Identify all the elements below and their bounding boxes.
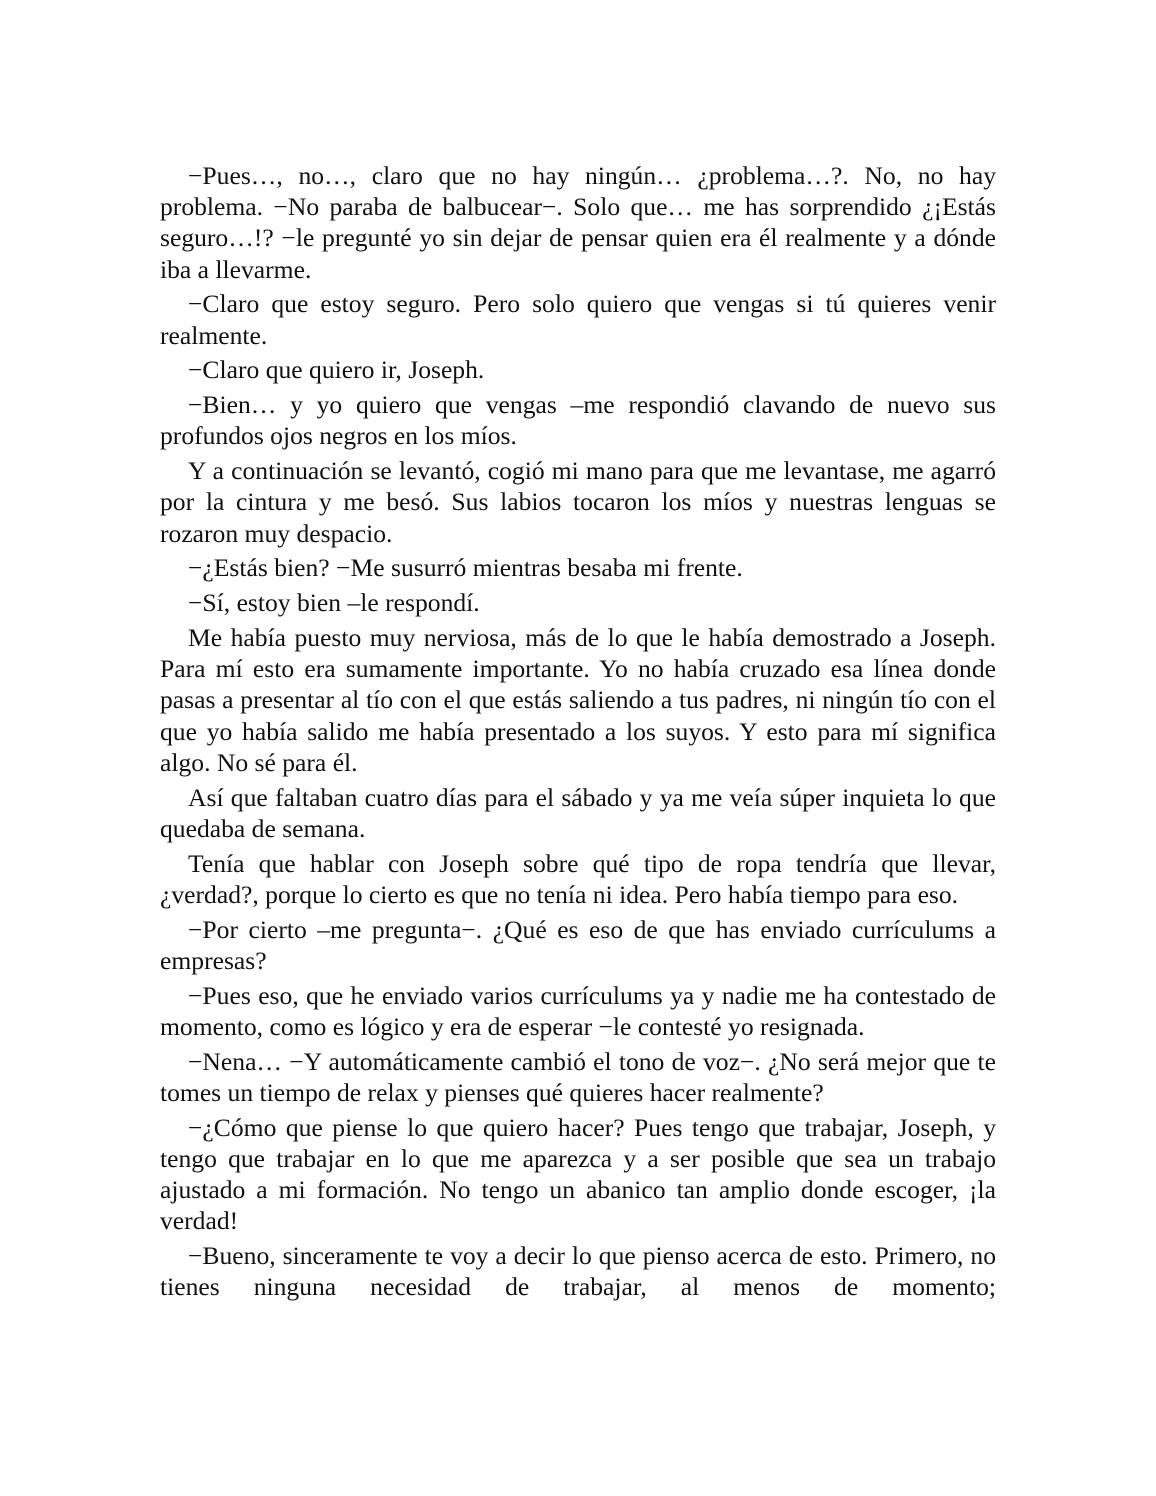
paragraph: −Claro que quiero ir, Joseph.	[188, 355, 485, 385]
paragraph: −¿Cómo que piense lo que quiero hacer? Pues tengo que trabajar, Joseph, y tengo que trabajar en lo que me aparezca y a ser posible que sea un trabajo ajustado a mi formación. No tengo un abanico tan amplio donde escoger, ¡la verdad!	[160, 1112, 996, 1236]
paragraph: −Claro que estoy seguro. Pero solo quiero que vengas si tú quieres venir realmente.	[160, 289, 996, 350]
paragraph: −Pues…, no…, claro que no hay ningún… ¿problema…?. No, no hay problema. −No paraba de balbucear−. Solo que… me has sorprendido ¿¡Estás seguro…!? −le pregunté yo sin dejar de pensar quien era él realmente y a dónde iba a llevarme.	[160, 161, 996, 284]
paragraph: −Nena… −Y automáticamente cambió el tono de voz−. ¿No será mejor que te tomes un tiempo de relax y pienses qué quieres hacer realmente?	[160, 1046, 996, 1107]
paragraph: −Pues eso, que he enviado varios currículums ya y nadie me ha contestado de momento, como es lógico y era de esperar −le contesté yo resignada.	[160, 980, 996, 1041]
paragraph: Así que faltaban cuatro días para el sábado y ya me veía súper inquieta lo que quedaba de semana.	[160, 782, 996, 843]
paragraph: −Bien… y yo quiero que vengas –me respondió clavando de nuevo sus profundos ojos negros en los míos.	[160, 390, 996, 451]
paragraph: Me había puesto muy nerviosa, más de lo que le había demostrado a Joseph. Para mí esto era sumamente importante. Yo no había cruzado esa línea donde pasas a presentar al tío con el que estás saliendo a tus padres, ni ningún tío con el que yo había salido me había presentado a los suyos. Y esto para mí significa algo. No sé para él.	[160, 623, 996, 777]
page-body	[160, 160, 996, 1306]
paragraph: Tenía que hablar con Joseph sobre qué tipo de ropa tendría que llevar, ¿verdad?, porque lo cierto es que no tenía ni idea. Pero había tiempo para eso.	[160, 848, 996, 909]
paragraph: −¿Estás bien? −Me susurró mientras besaba mi frente.	[188, 553, 743, 583]
paragraph: −Bueno, sinceramente te voy a decir lo que pienso acerca de esto. Primero, no tienes ninguna necesidad de trabajar, al menos de momento;	[160, 1241, 996, 1302]
paragraph: −Por cierto –me pregunta−. ¿Qué es eso de que has enviado currículums a empresas?	[160, 914, 996, 975]
paragraph: Y a continuación se levantó, cogió mi mano para que me levantase, me agarró por la cintura y me besó. Sus labios tocaron los míos y nuestras lenguas se rozaron muy despacio.	[160, 456, 996, 548]
paragraph: −Sí, estoy bien –le respondí.	[188, 588, 480, 618]
